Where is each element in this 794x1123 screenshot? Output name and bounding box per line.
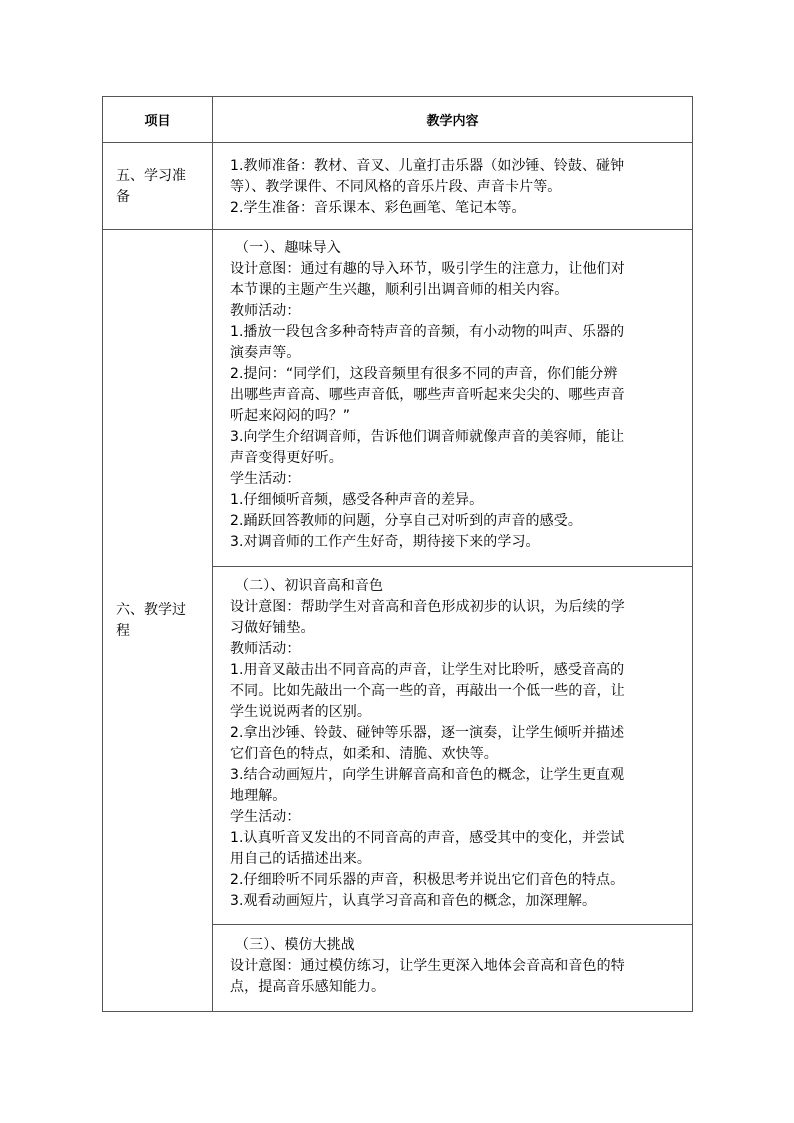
text-line: 学生活动： — [230, 809, 301, 825]
text-line: 学生说说两者的区别。 — [230, 704, 371, 720]
row-label-process — [103, 230, 213, 1012]
text-line: 习做好铺垫。 — [230, 620, 315, 636]
text-line: 3.结合动画短片，向学生讲解音高和音色的概念，让学生更直观 — [230, 767, 625, 783]
text-line: 演奏声等。 — [230, 345, 301, 361]
text-line: 不同。比如先敲出一个高一些的音，再敲出一个低一些的音，让 — [230, 683, 625, 699]
text-line: 地理解。 — [230, 788, 287, 804]
label-line: 程 — [116, 622, 130, 639]
table-row — [103, 143, 693, 230]
text-line: 设计意图：通过有趣的导入环节，吸引学生的注意力，让他们对 — [230, 261, 625, 277]
text-line: 声音变得更好听。 — [230, 450, 343, 466]
text-line: 用自己的话描述出来。 — [230, 851, 371, 867]
header-item: 项目 — [103, 97, 213, 143]
label-line: 备 — [116, 189, 130, 205]
text-line: 本节课的主题产生兴趣，顺利引出调音师的相关内容。 — [230, 282, 569, 298]
text-line: 2.提问：“同学们，这段音频里有很多不同的声音，你们能分辨 — [230, 366, 618, 382]
table-row — [103, 230, 693, 567]
text-line: 1.认真听音叉发出的不同音高的声音，感受其中的变化，并尝试 — [230, 830, 625, 846]
section-pitch-timbre — [213, 567, 693, 925]
text-line: 1.仔细倾听音频，感受各种声音的差异。 — [230, 492, 484, 508]
table-header-row — [103, 97, 693, 143]
text-line: 1.播放一段包含多种奇特声音的音频，有小动物的叫声、乐器的 — [230, 324, 625, 340]
text-line: 2.学生准备：音乐课本、彩色画笔、笔记本等。 — [230, 200, 526, 216]
text-line: 听起来闷闷的吗？” — [230, 408, 351, 424]
text-line: 教师活动： — [230, 303, 301, 319]
text-line: 1.用音叉敲击出不同音高的声音，让学生对比聆听，感受音高的 — [230, 662, 625, 678]
prep-content — [213, 143, 693, 230]
section-imitation — [213, 925, 693, 1012]
text-line: 它们音色的特点，如柔和、清脆、欢快等。 — [230, 746, 498, 762]
lesson-plan-table — [102, 96, 693, 1012]
label-line: 五、学习准 — [116, 168, 186, 184]
text-line: 设计意图：通过模仿练习，让学生更深入地体会音高和音色的特 — [230, 958, 625, 974]
label-line: 六、教学过 — [116, 601, 186, 618]
text-line: 3.对调音师的工作产生好奇，期待接下来的学习。 — [230, 534, 540, 550]
text-line: 教师活动： — [230, 641, 301, 657]
section-title: （二）、初识音高和音色 — [235, 578, 384, 594]
text-line: 学生活动： — [230, 471, 301, 487]
header-content: 教学内容 — [213, 97, 693, 143]
section-intro — [213, 230, 693, 567]
section-title: （三）、模仿大挑战 — [235, 937, 355, 953]
text-line: 1.教师准备：教材、音叉、儿童打击乐器（如沙锤、铃鼓、碰钟 — [230, 158, 625, 174]
text-line: 3.向学生介绍调音师，告诉他们调音师就像声音的美容师，能让 — [230, 429, 625, 445]
text-line: 出哪些声音高、哪些声音低，哪些声音听起来尖尖的、哪些声音 — [230, 387, 625, 403]
text-line: 设计意图：帮助学生对音高和音色形成初步的认识，为后续的学 — [230, 599, 625, 615]
section-title: （一）、趣味导入 — [235, 240, 341, 256]
text-line: 点，提高音乐感知能力。 — [230, 979, 386, 995]
text-line: 2.踊跃回答教师的问题，分享自己对听到的声音的感受。 — [230, 513, 582, 529]
text-line: 3.观看动画短片，认真学习音高和音色的概念，加深理解。 — [230, 893, 597, 909]
text-line: 2.拿出沙锤、铃鼓、碰钟等乐器，逐一演奏，让学生倾听并描述 — [230, 725, 625, 741]
text-line: 等）、教学课件、不同风格的音乐片段、声音卡片等。 — [230, 179, 562, 195]
text-line: 2.仔细聆听不同乐器的声音，积极思考并说出它们音色的特点。 — [230, 872, 625, 888]
row-label-prep — [103, 143, 213, 230]
